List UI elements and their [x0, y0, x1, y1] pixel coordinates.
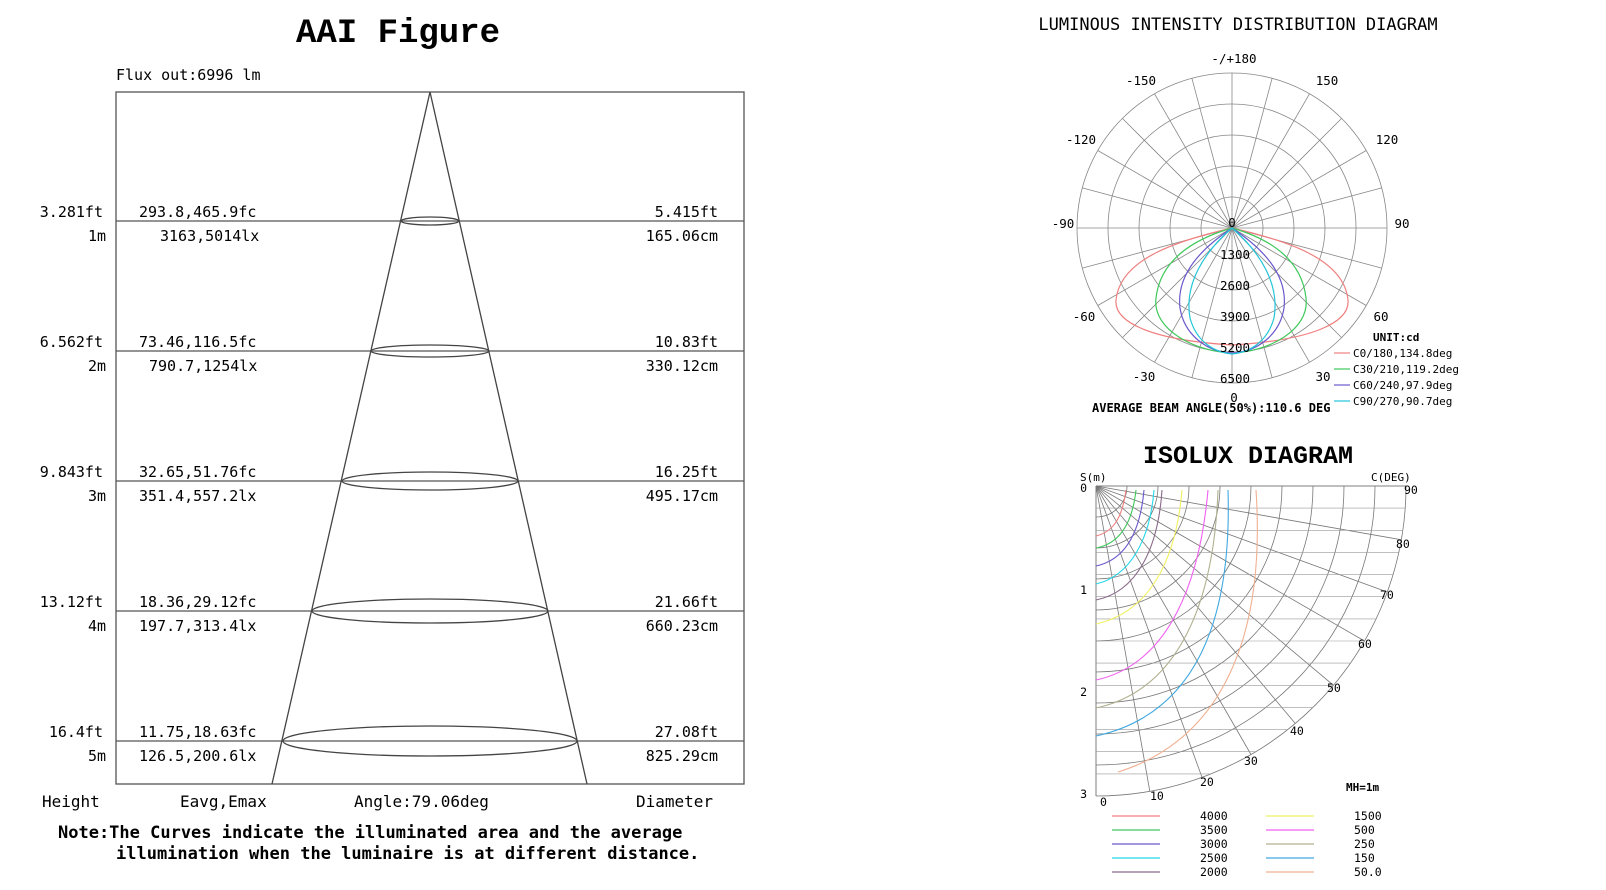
isolux-c-tick: 10 — [1150, 789, 1164, 803]
isolux-legend-label: 2000 — [1200, 865, 1228, 879]
isolux-legend-label: 50.0 — [1354, 865, 1382, 879]
aai-row-labels — [40, 203, 718, 765]
height-ft: 6.562ft — [39, 333, 103, 351]
diameter-cm: 495.17cm — [645, 487, 718, 505]
eavg-lx: 126.5,200.6lx — [139, 747, 257, 765]
cone-right-edge — [430, 92, 587, 784]
polar-angle-label: -/+180 — [1211, 51, 1257, 66]
isolux-y-ticks — [1080, 481, 1087, 801]
polar-angle-label: 150 — [1315, 73, 1339, 88]
isolux-legend-label: 150 — [1354, 851, 1375, 865]
height-m: 1m — [87, 227, 106, 245]
isolux-y-tick: 0 — [1080, 481, 1087, 495]
height-m: 3m — [87, 487, 106, 505]
polar-legend — [1334, 347, 1459, 408]
polar-angle-label: 30 — [1315, 369, 1331, 384]
isolux-legend-label: 4000 — [1200, 809, 1228, 823]
polar-angle-label: -60 — [1072, 309, 1096, 324]
eavg-fc: 73.46,116.5fc — [139, 333, 257, 351]
isolux-c-tick: 60 — [1358, 637, 1372, 651]
height-ft: 13.12ft — [39, 593, 103, 611]
isolux-c-tick: 50 — [1327, 681, 1341, 695]
diameter-cm: 330.12cm — [645, 357, 718, 375]
polar-unit: UNIT:cd — [1373, 331, 1420, 344]
isolux-diagram — [1080, 442, 1418, 879]
polar-diagram — [1038, 15, 1459, 415]
polar-angle-label: 90 — [1394, 216, 1410, 231]
beam-cone — [272, 92, 587, 784]
isolux-ray — [1096, 486, 1295, 724]
isolux-c-label: C(DEG) — [1371, 471, 1411, 484]
isolux-legend — [1112, 809, 1382, 879]
diameter-ft: 16.25ft — [654, 463, 718, 481]
isolux-legend-label: 3000 — [1200, 837, 1228, 851]
diameter-cm: 660.23cm — [645, 617, 718, 635]
isolux-ray — [1096, 486, 1150, 791]
eavg-fc: 18.36,29.12fc — [139, 593, 257, 611]
flux-out: Flux out:6996 lm — [116, 66, 261, 84]
isolux-c-tick: 20 — [1200, 775, 1214, 789]
polar-spoke — [1082, 188, 1232, 228]
height-ft: 9.843ft — [39, 463, 103, 481]
polar-spoke — [1098, 151, 1232, 229]
polar-radial-label: 3900 — [1219, 309, 1251, 324]
polar-spoke — [1232, 228, 1366, 306]
polar-radial-labels — [1220, 247, 1250, 386]
polar-spoke — [1192, 78, 1232, 228]
polar-center-label: 0 — [1228, 215, 1236, 230]
polar-spoke — [1232, 118, 1342, 228]
polar-angle-label: -30 — [1132, 369, 1156, 384]
footer-diameter: Diameter — [636, 792, 714, 811]
eavg-fc: 293.8,465.9fc — [139, 203, 257, 221]
height-ft: 3.281ft — [39, 203, 103, 221]
isolux-c-tick: 40 — [1290, 724, 1304, 738]
polar-spoke — [1122, 118, 1232, 228]
isolux-ray — [1096, 486, 1365, 641]
aai-note — [58, 823, 699, 864]
cone-left-edge — [272, 92, 430, 784]
polar-spoke — [1232, 94, 1310, 228]
height-m: 2m — [87, 357, 106, 375]
polar-radial-label: 5200 — [1219, 340, 1251, 355]
isolux-contour-250 — [1096, 490, 1218, 708]
isolux-c-tick: 90 — [1404, 483, 1418, 497]
polar-radial-label: 6500 — [1219, 371, 1251, 386]
note-line-2: illumination when the luminaire is at different distance. — [116, 844, 700, 864]
isolux-c-tick: 0 — [1100, 795, 1107, 809]
polar-legend-label: C0/180,134.8deg — [1353, 347, 1453, 360]
isolux-legend-label: 250 — [1354, 837, 1375, 851]
polar-angle-label: -150 — [1125, 73, 1157, 88]
eavg-lx: 351.4,557.2lx — [139, 487, 257, 505]
height-m: 5m — [87, 747, 106, 765]
isolux-legend-label: 2500 — [1200, 851, 1228, 865]
polar-spoke — [1232, 78, 1272, 228]
polar-spoke — [1232, 188, 1382, 228]
polar-angle-label: 120 — [1375, 132, 1399, 147]
eavg-lx: 197.7,313.4lx — [139, 617, 257, 635]
polar-title: LUMINOUS INTENSITY DISTRIBUTION DIAGRAM — [1038, 15, 1438, 35]
diameter-ft: 5.415ft — [654, 203, 718, 221]
polar-legend-label: C90/270,90.7deg — [1353, 395, 1453, 408]
polar-radial-label: 1300 — [1219, 247, 1251, 262]
isolux-title: ISOLUX DIAGRAM — [1142, 442, 1354, 471]
polar-angle-label: 60 — [1373, 309, 1389, 324]
height-ft: 16.4ft — [48, 723, 103, 741]
isolux-legend-label: 500 — [1354, 823, 1375, 837]
isolux-legend-label: 1500 — [1354, 809, 1382, 823]
polar-angle-label: -120 — [1065, 132, 1097, 147]
polar-angle-label: -90 — [1051, 216, 1075, 231]
isolux-ray — [1096, 486, 1401, 540]
aai-frame — [116, 92, 744, 784]
eavg-fc: 32.65,51.76fc — [139, 463, 257, 481]
note-line-1: Note:The Curves indicate the illuminated area and the average — [58, 823, 683, 843]
height-m: 4m — [87, 617, 106, 635]
isolux-c-tick: 80 — [1396, 537, 1410, 551]
isolux-y-tick: 3 — [1080, 787, 1087, 801]
isolux-ray — [1096, 486, 1334, 685]
isolux-c-tick: 30 — [1244, 754, 1258, 768]
polar-spoke — [1155, 94, 1233, 228]
isolux-legend-label: 3500 — [1200, 823, 1228, 837]
polar-legend-label: C30/210,119.2deg — [1353, 363, 1459, 376]
footer-eavg: Eavg,Emax — [180, 792, 267, 811]
diameter-ft: 27.08ft — [654, 723, 718, 741]
isolux-y-tick: 1 — [1080, 583, 1087, 597]
beam-angle: AVERAGE BEAM ANGLE(50%):110.6 DEG — [1092, 401, 1331, 415]
polar-radial-label: 2600 — [1219, 278, 1251, 293]
footer-angle: Angle:79.06deg — [354, 792, 489, 811]
eavg-lx: 790.7,1254lx — [149, 357, 258, 375]
isolux-c-tick: 70 — [1380, 588, 1394, 602]
polar-spoke — [1232, 151, 1366, 229]
aai-title: AAI Figure — [295, 15, 501, 53]
diameter-cm: 165.06cm — [645, 227, 718, 245]
diameter-ft: 10.83ft — [654, 333, 718, 351]
diameter-cm: 825.29cm — [645, 747, 718, 765]
isolux-s-label: S(m) — [1080, 471, 1107, 484]
aai-figure — [40, 15, 744, 864]
diameter-ft: 21.66ft — [654, 593, 718, 611]
eavg-lx: 3163,5014lx — [160, 227, 260, 245]
isolux-y-tick: 2 — [1080, 685, 1087, 699]
aai-footer — [42, 792, 713, 811]
eavg-fc: 11.75,18.63fc — [139, 723, 257, 741]
polar-legend-label: C60/240,97.9deg — [1353, 379, 1453, 392]
isolux-mh: MH=1m — [1346, 781, 1380, 794]
polar-spoke — [1098, 228, 1232, 306]
footer-height: Height — [42, 792, 100, 811]
polar-angle-label: 0 — [1230, 390, 1238, 405]
level-lines — [116, 221, 744, 741]
